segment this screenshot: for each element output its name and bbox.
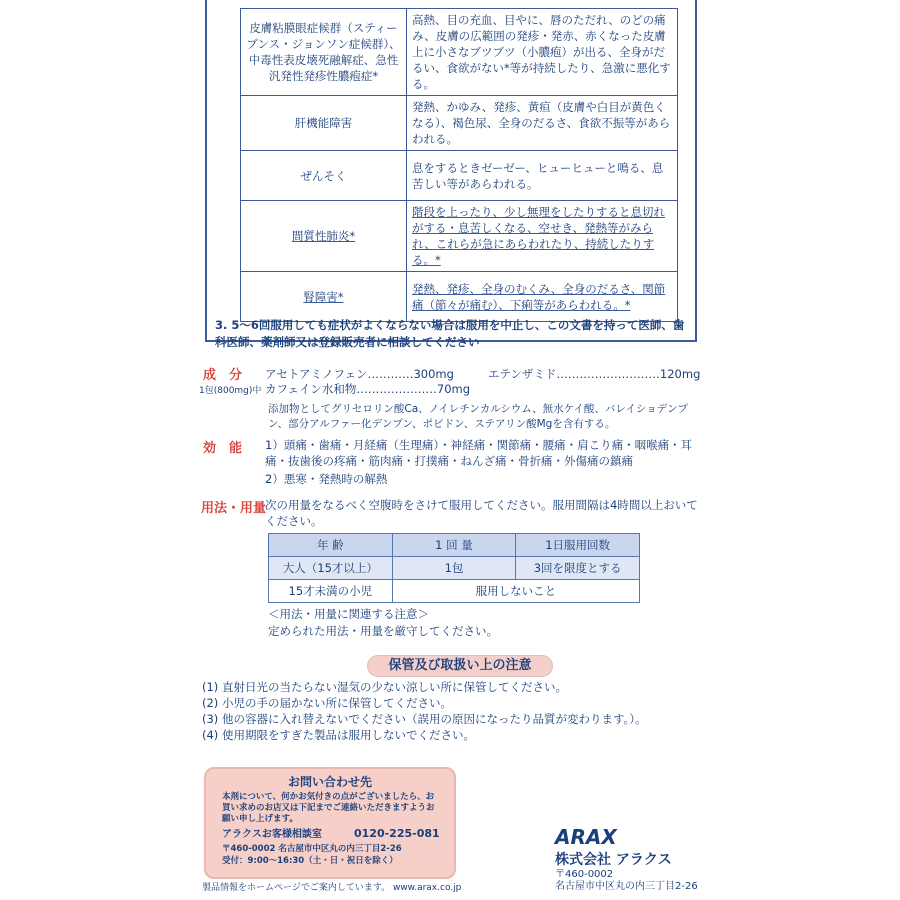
table-row <box>241 96 678 151</box>
company-logo: ARAX <box>555 825 617 849</box>
footer-text: 製品情報をホームページでご案内しています。 www.arax.co.jp <box>202 883 462 893</box>
symptom-description: 発熱、かゆみ、発疹、黄疸（皮膚や白目が黄色くなる）、褐色尿、全身のだるさ、食欲不振等があらわれる。 <box>407 96 678 151</box>
ingredient-line: アセトアミノフェン…………300mg <box>265 367 454 381</box>
table-row <box>241 272 678 322</box>
additives-text: 添加物としてグリセロリン酸Ca、ノイレチンカルシウム、無水ケイ酸、バレイショデンプン、部分アルファー化デンプン、ポビドン、ステアリン酸Mgを含有する。 <box>268 403 688 430</box>
dosage-label: 用法・用量 <box>201 501 267 516</box>
column-header: 1 回 量 <box>392 534 516 557</box>
contact-address: 〒460-0002 名古屋市中区丸の内三丁目2-26 <box>222 844 402 854</box>
table-cell: 服用しないこと <box>392 580 639 603</box>
consult-note: 3. 5～6回服用しても症状がよくならない場合は服用を中止し、この文書を持って医師、歯科医師、薬剤師又は登録販売者に相談してください <box>215 318 685 349</box>
dosage-caution-title: ＜用法・用量に関連する注意＞ <box>268 607 429 621</box>
ingredient-line: カフェイン水和物…………………70mg <box>265 382 471 396</box>
company-address: 名古屋市中区丸の内三丁目2-26 <box>555 881 698 892</box>
contact-title: お問い合わせ先 <box>287 775 372 789</box>
ingredients-sub: 1包(800mg)中 <box>199 386 262 396</box>
table-row <box>241 151 678 201</box>
storage-title: 保管及び取扱い上の注意 <box>367 655 553 677</box>
symptom-description: 階段を上ったり、少し無理をしたりすると息切れがする・息苦しくなる、空せき、発熱等がみられ、これらが急にあらわれたり、持続したりする。* <box>407 201 678 272</box>
symptom-description: 発熱、発疹、全身のむくみ、全身のだるさ、関節痛（節々が痛む）、下痢等があらわれる。* <box>407 272 678 322</box>
dosage-table <box>268 533 640 603</box>
contact-dept: アラクスお客様相談室 <box>222 829 322 840</box>
contact-hours: 受付：9:00～16:30（土・日・祝日を除く） <box>222 856 398 866</box>
table-cell: 3回を限度とする <box>516 557 640 580</box>
symptom-name: ぜんそく <box>241 151 407 201</box>
company-name: 株式会社 アラクス <box>555 852 672 868</box>
symptom-name: 腎障害* <box>241 272 407 322</box>
storage-item: (4) 使用期限をすぎた製品は服用しないでください。 <box>202 728 475 742</box>
storage-item: (2) 小児の手の届かない所に保管してください。 <box>202 696 452 710</box>
table-row <box>241 9 678 96</box>
contact-body: 本剤について、何かお気付きの点がございましたら、お買い求めのお店又は下記までご連絡いただきますようお願い申し上げます。 <box>222 792 435 824</box>
effects-item: 2）悪寒・発熱時の解熱 <box>265 472 388 486</box>
column-header: 年 齢 <box>269 534 393 557</box>
symptom-name: 皮膚粘膜眼症候群（スティーブンス・ジョンソン症候群）、中毒性表皮壊死融解症、急性汎発性発疹性膿疱症* <box>241 9 407 96</box>
table-cell: 15才未満の小児 <box>269 580 393 603</box>
table-cell: 大人（15才以上） <box>269 557 393 580</box>
effects-label: 効 能 <box>203 441 243 456</box>
table-row <box>269 534 640 557</box>
ingredients-label: 成 分 <box>203 368 243 383</box>
column-header: 1日服用回数 <box>516 534 640 557</box>
contact-box <box>204 767 456 879</box>
ingredient-line: エテンザミド………………………120mg <box>488 367 701 381</box>
side-effects-table <box>240 8 678 322</box>
table-row <box>241 201 678 272</box>
storage-item: (3) 他の容器に入れ替えないでください（誤用の原因になったり品質が変わります。）。 <box>202 712 647 726</box>
symptom-name: 肝機能障害 <box>241 96 407 151</box>
symptom-description: 息をするときゼーゼー、ヒューヒューと鳴る、息苦しい等があらわれる。 <box>407 151 678 201</box>
contact-phone: 0120-225-081 <box>354 827 440 840</box>
dosage-text: 次の用量をなるべく空腹時をさけて服用してください。服用間隔は4時間以上おいてください。 <box>265 498 698 528</box>
table-row <box>269 557 640 580</box>
symptom-name: 間質性肺炎* <box>241 201 407 272</box>
symptom-description: 高熱、目の充血、目やに、唇のただれ、のどの痛み、皮膚の広範囲の発疹・発赤、赤くなった皮膚上に小さなブツブツ（小膿疱）が出る、全身がだるい、食欲がない*等が持続したり、急激に悪化する。 <box>407 9 678 96</box>
table-cell: 1包 <box>392 557 516 580</box>
company-zip: 〒460-0002 <box>555 869 614 880</box>
table-row <box>269 580 640 603</box>
effects-item: 1）頭痛・歯痛・月経痛（生理痛）・神経痛・関節痛・腰痛・肩こり痛・咽喉痛・耳痛・抜歯後の疼痛・筋肉痛・打撲痛・ねんざ痛・骨折痛・外傷痛の鎮痛 <box>265 438 693 468</box>
dosage-caution-text: 定められた用法・用量を厳守してください。 <box>268 624 498 638</box>
storage-item: (1) 直射日光の当たらない湿気の少ない涼しい所に保管してください。 <box>202 680 567 694</box>
